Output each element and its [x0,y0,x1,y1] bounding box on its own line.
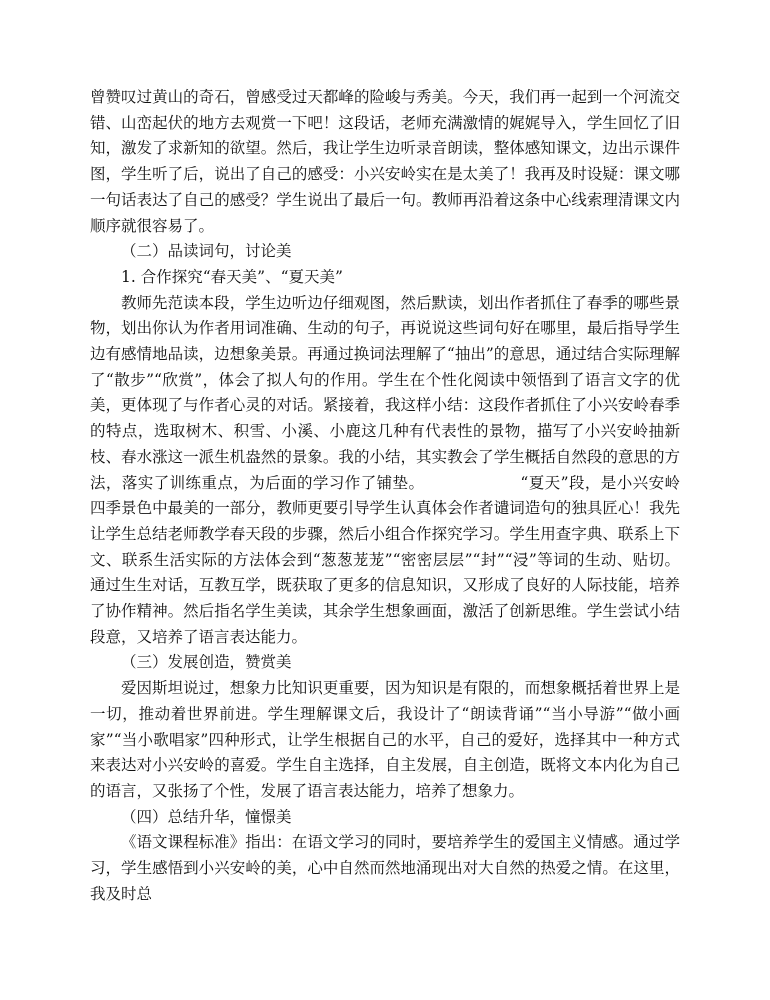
document-body [90,85,680,908]
section-heading-3: （三）发展创造，赞赏美 [121,653,292,672]
summer-paragraph-text: “夏天”段，是小兴安岭四季景色中最美的一部分，教师更要引导学生认真体会作者谴词造句的独具匠心！我先让学生总结老师教学春天段的步骤，然后小组合作探究学习。学生用查字典、联系上下文、联系生活实际的方法体会到“葱葱茏茏”“密密层层”“封”“浸”等词的生动、贴切。通过生生对话，互教互学，既获取了更多的信息知识，又形成了良好的人际技能，培养了协作精神。然后指名学生美读，其余学生想象画面，激活了创新思维。学生尝试小结段意，又培养了语言表达能力。 [90,473,680,646]
section-heading-2: （二）品读词句，讨论美 [121,242,292,261]
subsection-heading-1: 1. 合作探究“春天美”、“夏天美” [121,267,343,286]
section-heading-4: （四）总结升华，憧憬美 [121,807,292,826]
spring-paragraph-text: 教师先范读本段，学生边听边仔细观图，然后默读，划出作者抓住了春季的哪些景物，划出你认为作者用词准确、生动的句子，再说说这些词句好在哪里，最后指导学生边有感情地品读，边想象美景。再通过换词法理解了“抽出”的意思，通过结合实际理解了“散步”“欣赏”，体会了拟人句的作用。学生在个性化阅读中领悟到了语言文字的优美，更体现了与作者心灵的对话。紧接着，我这样小结：这段作者抓住了小兴安岭春季的特点，选取树木、积雪、小溪、小鹿这几种有代表性的景物，描写了小兴安岭抽新枝、春水涨这一派生机盎然的景象。我的小结，其实教会了学生概括自然段的意思的方法，落实了训练重点，为后面的学习作了铺垫。 [90,293,680,492]
spring-summer-paragraph [90,291,680,651]
creativity-paragraph: 爱因斯坦说过，想象力比知识更重要，因为知识是有限的，而想象概括着世界上是一切，推动着世界前进。学生理解课文后，我设计了“朗读背诵”“当小导游”“做小画家”“当小歌唱家”四种形式，让学生根据自己的水平，自己的爱好，选择其中一种方式来表达对小兴安岭的喜爱。学生自主选择，自主发展，自主创造，既将文本内化为自己的语言，又张扬了个性，发展了语言表达能力，培养了想象力。 [90,679,680,800]
intro-paragraph: 曾赞叹过黄山的奇石，曾感受过天都峰的险峻与秀美。今天，我们再一起到一个河流交错、山峦起伏的地方去观赏一下吧！这段话，老师充满激情的娓娓导入，学生回忆了旧知，激发了求新知的欲望。然后，我让学生边听录音朗读，整体感知课文，边出示课件图，学生听了后，说出了自己的感受：小兴安岭实在是太美了！我再及时设疑：课文哪一句话表达了自己的感受？学生说出了最后一句。教师再沿着这条中心线索理清课文内顺序就很容易了。 [90,88,680,235]
summary-paragraph: 《语文课程标准》指出：在语文学习的同时，要培养学生的爱国主义情感。通过学习，学生感悟到小兴安岭的美，心中自然而然地涌现出对大自然的热爱之情。在这里，我及时总 [90,833,680,903]
